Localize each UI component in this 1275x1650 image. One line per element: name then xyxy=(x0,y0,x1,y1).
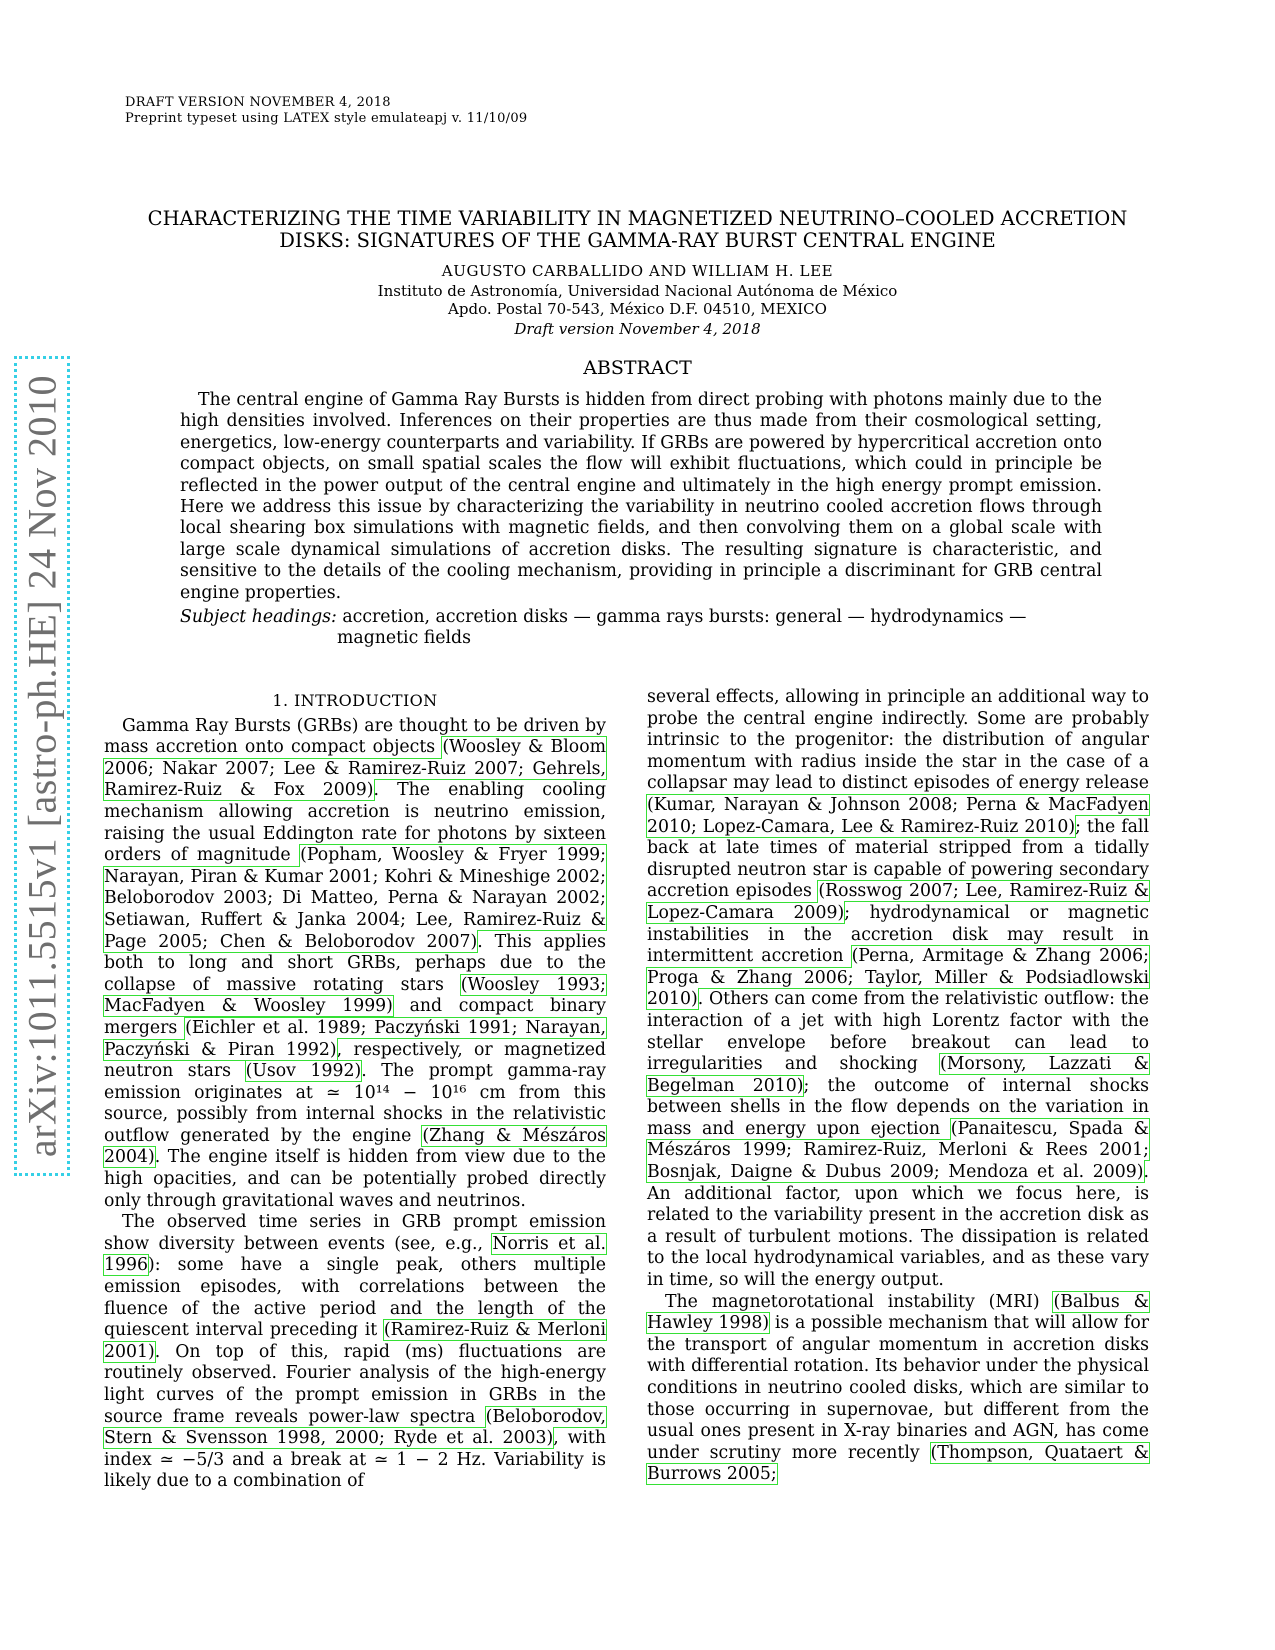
section-heading-introduction: 1. INTRODUCTION xyxy=(272,691,438,710)
text-run: , respectively, or magnetized neutron stars xyxy=(104,1039,606,1082)
subject-line-1: accretion, accretion disks — gamma rays bursts: general — hydrodynamics — xyxy=(342,607,1027,627)
citation-link[interactable]: (Morsony, Lazzati & Begelman 2010) xyxy=(647,1054,1149,1096)
citation-link[interactable]: (Usov 1992) xyxy=(245,1061,362,1082)
citation-link[interactable]: (Zhang & Mészáros 2004) xyxy=(104,1125,606,1168)
affiliation-line-1: Instituto de Astronomía, Universidad Nacional Autónoma de México xyxy=(377,282,898,300)
text-run: . The engine itself is hidden from view due to the high opacities, and can be potentially probed directly only through gravitational waves and neutrinos. xyxy=(104,1147,606,1211)
text-run: . The prompt gamma-ray emission originates at ≃ 10¹⁴ − 10¹⁶ cm from this source, possibly from internal shocks in the relativistic outflow generated by the engine xyxy=(104,1061,606,1146)
text-run: The observed time series in GRB prompt emission show diversity between events (see, e.g., xyxy=(104,1212,606,1254)
affiliation-line-2: Apdo. Postal 70-543, México D.F. 04510, MEXICO xyxy=(448,300,827,318)
draft-line: DRAFT VERSION NOVEMBER 4, 2018 xyxy=(125,95,391,110)
authors: AUGUSTO CARBALLIDO AND WILLIAM H. LEE xyxy=(441,262,834,280)
arxiv-id: arXiv:1011.5515v1 [astro-ph.HE] 24 Nov 2010 xyxy=(19,374,65,1158)
text-run: , with index ≃ −5/3 and a break at ≃ 1 − 2 Hz. Variability is likely due to a combination of xyxy=(104,1428,606,1492)
abstract-text: The central engine of Gamma Ray Bursts is hidden from direct probing with photons mainly due to the high densities involved. Inferences on their properties are thus made from their cosmological setting, energetics, low-energy counterparts and variability. If GRBs are powered by hypercritical accretion onto compact objects, on small spatial scales the flow will exhibit fluctuations, which could in principle be reflected in the power output of the central engine and ultimately in the high energy prompt emission. Here we address this issue by characterizing the variability in neutrino cooled accretion flows through local shearing box simulations with magnetic fields, and then convolving them on a global scale with large scale dynamical simulations of accretion disks. The resulting signature is characteristic, and sensitive to the details of the cooling mechanism, providing in principle a discriminant for GRB central engine properties. xyxy=(180,390,1102,603)
citation-link[interactable]: (Rosswog 2007; Lee, Ramirez-Ruiz & Lopez-Camara 2009) xyxy=(647,881,1149,923)
text-run: ): some have a single peak, others multiple emission episodes, with correlations between the fluence of the active period and the length of the quiescent interval preceding it xyxy=(104,1255,606,1341)
intro-paragraph-2 xyxy=(104,1212,606,1493)
text-run: The magnetorotational instability (MRI) xyxy=(665,1291,1054,1312)
citation-link[interactable]: (Beloborodov, Stern & Svensson 1998, 2000; Ryde et al. 2003) xyxy=(104,1406,606,1449)
draft-header xyxy=(125,95,528,127)
text-run: is a possible mechanism that will allow for the transport of angular momentum in accretion disks with differential rotation. Its behavior under the physical conditions in neutrino cooled disks, which are similar to those occurring in supernovae, but different from the usual ones present in X-ray binaries and AGN, has come under scrutiny more recently xyxy=(647,1313,1149,1463)
citation-link[interactable]: (Popham, Woosley & Fryer 1999; Narayan, Piran & Kumar 2001; Kohri & Mineshige 2002; Beloborodov 2003; Di Matteo, Perna & Narayan 2002; Setiawan, Ruffert & Janka 2004; Lee, Ramirez-Ruiz & Page 2005; Chen & Beloborodov 2007) xyxy=(104,845,606,952)
text-run: several effects, allowing in principle an additional way to probe the central engine indirectly. Some are probably intrinsic to the progenitor: the distribution of angular momentum with radius inside the star in the case of a collapsar may lead to distinct episodes of energy release xyxy=(647,687,1149,794)
text-run: . On top of this, rapid (ms) fluctuations are routinely observed. Fourier analysis of the high-energy light curves of the prompt emission in GRBs in the source frame reveals power-law spectra xyxy=(104,1341,606,1427)
text-run: . The enabling cooling mechanism allowing accretion is neutrino emission, raising the usual Eddington rate for photons by sixteen orders of magnitude xyxy=(104,780,607,866)
citation-link[interactable]: (Woosley & Bloom 2006; Nakar 2007; Lee & Ramirez-Ruiz 2007; Gehrels, Ramirez-Ruiz & Fox 2009) xyxy=(104,737,606,801)
title-line-2: DISKS: SIGNATURES OF THE GAMMA-RAY BURST CENTRAL ENGINE xyxy=(279,229,996,252)
text-run: ; the fall back at late times of material stripped from a tidally disrupted neutron star is capable of powering secondary accretion episodes xyxy=(647,816,1149,902)
text-run: ; the outcome of internal shocks between shells in the flow depends on the variation in mass and energy upon ejection xyxy=(647,1075,1149,1139)
citation-link[interactable]: (Balbus & Hawley 1998) xyxy=(647,1291,1149,1334)
title-line-1: CHARACTERIZING THE TIME VARIABILITY IN MAGNETIZED NEUTRINO–COOLED ACCRETION xyxy=(147,207,1128,230)
citation-link[interactable]: (Thompson, Quataert & Burrows 2005; xyxy=(647,1442,1149,1485)
citation-link[interactable]: (Ramirez-Ruiz & Merloni 2001) xyxy=(104,1320,606,1362)
right-paragraph-2 xyxy=(647,1292,1149,1486)
abstract-heading: ABSTRACT xyxy=(583,357,692,379)
right-paragraph-1 xyxy=(647,687,1149,1292)
text-run: Gamma Ray Bursts (GRBs) are thought to be driven by mass accretion onto compact objects xyxy=(104,715,606,758)
right-column xyxy=(647,687,1149,1486)
paper-title xyxy=(120,208,1155,252)
text-run: and compact binary mergers xyxy=(104,996,606,1038)
citation-link[interactable]: (Woosley 1993; MacFadyen & Woosley 1999) xyxy=(104,974,606,1017)
citation-link[interactable]: Norris et al. 1996 xyxy=(104,1233,606,1276)
preprint-line: Preprint typeset using LATEX style emulateapj v. 11/10/09 xyxy=(125,111,528,126)
citation-link[interactable]: (Panaitescu, Spada & Mészáros 1999; Ramirez-Ruiz, Merloni & Rees 2001; Bosnjak, Daigne & Dubus 2009; Mendoza et al. 2009) xyxy=(647,1118,1150,1183)
text-run: . An additional factor, upon which we focus here, is related to the variability present in the accretion disk as a result of turbulent motions. The dissipation is related to the local hydrodynamical variables, and as these vary in time, so will the energy output. xyxy=(647,1162,1149,1291)
draft-version: Draft version November 4, 2018 xyxy=(514,320,761,338)
text-run: . This applies both to long and short GRBs, perhaps due to the collapse of massive rotating stars xyxy=(104,931,607,995)
citation-link[interactable]: (Perna, Armitage & Zhang 2006; Proga & Zhang 2006; Taylor, Miller & Podsiadlowski 2010) xyxy=(647,946,1149,1010)
subject-line-2: magnetic fields xyxy=(337,628,471,649)
subject-label: Subject headings: xyxy=(180,607,337,627)
left-column xyxy=(104,690,606,1493)
arxiv-stamp[interactable] xyxy=(14,356,70,1176)
text-run: . Others can come from the relativistic outflow: the interaction of a jet with high Lorentz factor with the stellar envelope before breakout can lead to irregularities and shocking xyxy=(647,989,1149,1075)
intro-paragraph-1 xyxy=(104,716,606,1213)
subject-headings xyxy=(180,607,1102,650)
affiliation xyxy=(120,282,1155,318)
citation-link[interactable]: (Eichler et al. 1989; Paczyński 1991; Narayan, Paczyński & Piran 1992) xyxy=(104,1017,607,1060)
citation-link[interactable]: (Kumar, Narayan & Johnson 2008; Perna & MacFadyen 2010; Lopez-Camara, Lee & Ramirez-Ruiz 2010) xyxy=(647,794,1149,837)
text-run: ; hydrodynamical or magnetic instabilities in the accretion disk may result in intermittent accretion xyxy=(647,902,1149,967)
